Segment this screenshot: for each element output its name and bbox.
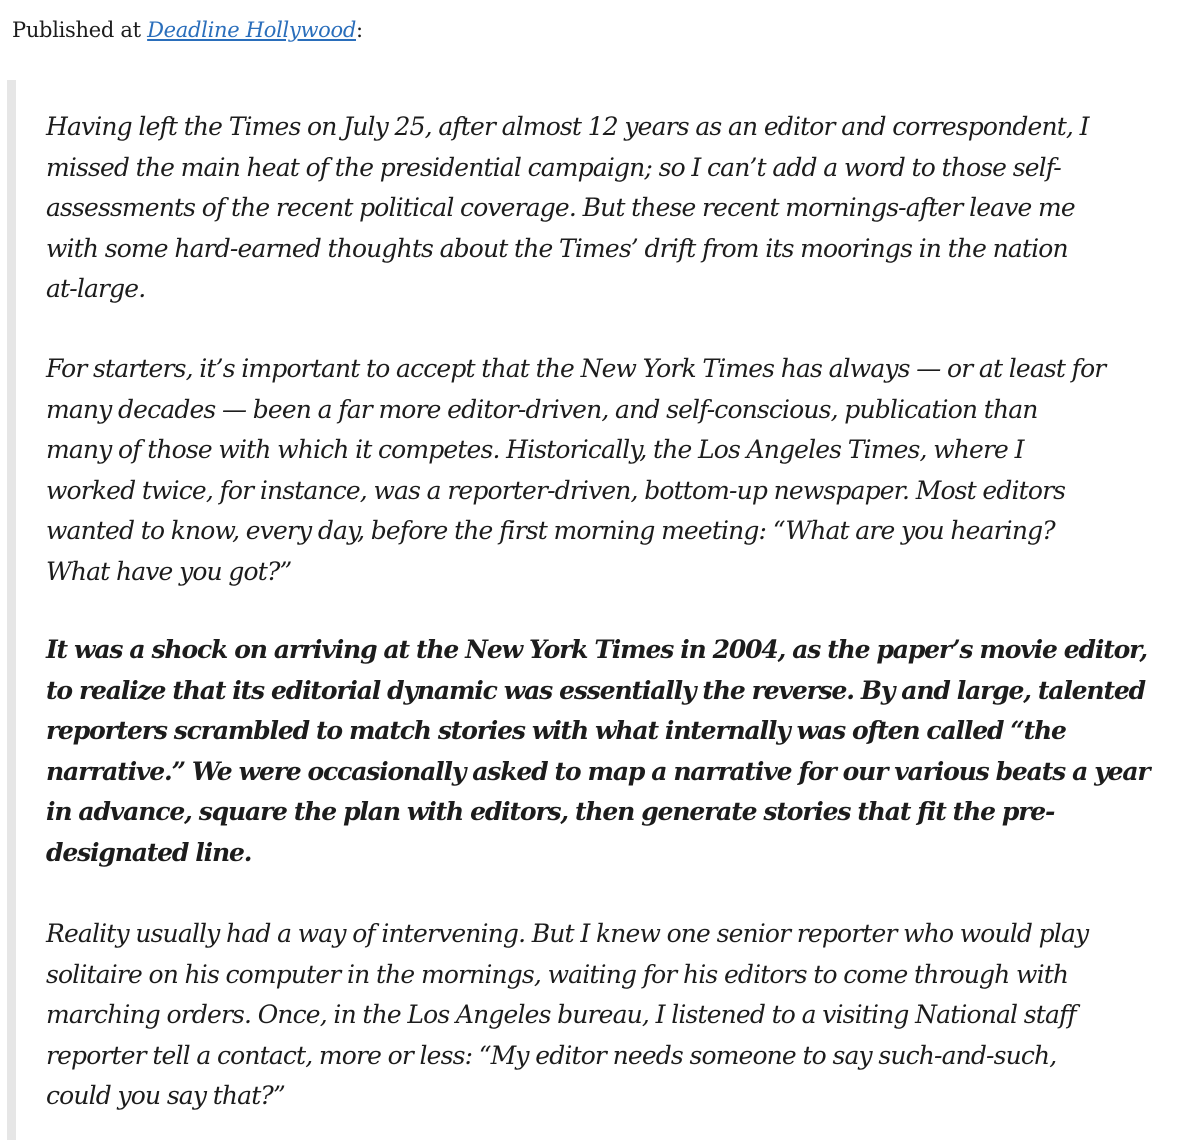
source-prefix: Published at — [12, 18, 148, 42]
paragraph-line: assessments of the recent political coverage. But these recent mornings-after leave me — [46, 193, 1075, 223]
paragraph-line: in advance, square the plan with editors, then generate stories that fit the pre- — [46, 797, 1055, 827]
paragraph-line: reporter tell a contact, more or less: “My editor needs someone to say such-and-such, — [46, 1040, 1057, 1070]
paragraph-line: at-large. — [46, 274, 146, 304]
paragraph-line: with some hard-earned thoughts about the Times’ drift from its moorings in the nation — [46, 233, 1068, 263]
quote-paragraph-3-bold — [46, 630, 1176, 874]
quote-paragraph-1 — [46, 107, 1176, 310]
paragraph-line: narrative.” We were occasionally asked to map a narrative for our various beats a year — [46, 756, 1150, 786]
quote-paragraph-2 — [46, 349, 1176, 593]
source-line — [12, 14, 363, 46]
paragraph-line: For starters, it’s important to accept that the New York Times has always — or at least for — [46, 354, 1106, 383]
source-link[interactable]: Deadline Hollywood — [147, 18, 356, 42]
paragraph-line: Having left the Times on July 25, after almost 12 years as an editor and correspondent, I — [46, 112, 1089, 141]
paragraph-line: designated line. — [46, 837, 252, 867]
paragraph-line: solitaire on his computer in the mornings, waiting for his editors to come through with — [46, 959, 1069, 989]
paragraph-line: worked twice, for instance, was a reporter-driven, bottom-up newspaper. Most editors — [46, 475, 1066, 505]
paragraph-line: many of those with which it competes. Historically, the Los Angeles Times, where I — [46, 435, 1024, 465]
paragraph-line: What have you got?” — [46, 556, 292, 586]
paragraph-line: missed the main heat of the presidential campaign; so I can’t add a word to those self- — [46, 152, 1061, 182]
quote-paragraph-4 — [46, 914, 1176, 1117]
paragraph-line: Reality usually had a way of intervening. But I knew one senior reporter who would play — [46, 919, 1089, 948]
paragraph-line: could you say that?” — [46, 1081, 285, 1111]
paragraph-line: It was a shock on arriving at the New York Times in 2004, as the paper’s movie editor, — [46, 635, 1147, 664]
paragraph-line: wanted to know, every day, before the first morning meeting: “What are you hearing? — [46, 516, 1055, 546]
paragraph-line: marching orders. Once, in the Los Angeles bureau, I listened to a visiting National staff — [46, 1000, 1076, 1030]
blockquote — [7, 80, 1197, 1140]
paragraph-line: reporters scrambled to match stories with what internally was often called “the — [46, 716, 1066, 746]
paragraph-line: many decades — been a far more editor-driven, and self-conscious, publication than — [46, 394, 1038, 424]
paragraph-line: to realize that its editorial dynamic was essentially the reverse. By and large, talented — [46, 675, 1145, 705]
source-suffix: : — [355, 18, 363, 42]
